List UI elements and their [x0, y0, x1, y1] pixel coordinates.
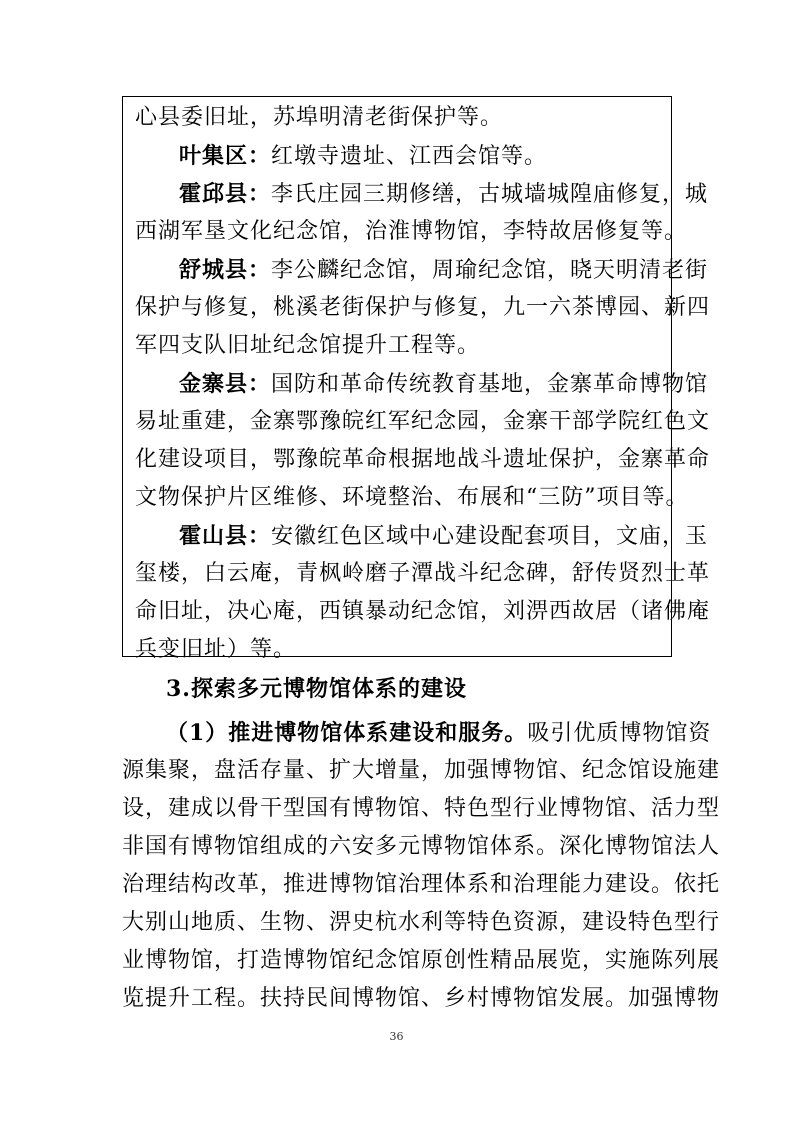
county-projects-box [122, 96, 711, 662]
box-line: 兵变旧址）等。 [135, 637, 297, 662]
box-line: 霍邱县：李氏庄园三期修缮，古城墙城隍庙修复，城 [179, 181, 709, 207]
paragraph-line: 非国有博物馆组成的六安多元博物馆体系。深化博物馆法人 [122, 834, 721, 859]
county-label-jinzhai: 金寨县： [179, 371, 272, 397]
paragraph-line: 源集聚，盘活存量、扩大增量，加强博物馆、纪念馆设施建 [122, 758, 721, 783]
county-label-yeji: 叶集区： [179, 143, 272, 169]
paragraph-line: 业博物馆，打造博物馆纪念馆原创性精品展览，实施陈列展 [122, 948, 721, 973]
paragraph-line: 设，建成以骨干型国有博物馆、特色型行业博物馆、活力型 [122, 796, 721, 821]
paragraph-line: （1）推进博物馆体系建设和服务。吸引优质博物馆资 [166, 720, 712, 746]
box-line: 玺楼，白云庵，青枫岭磨子潭战斗纪念碑，舒传贤烈士革 [135, 561, 711, 586]
paragraph-line: 大别山地质、生物、淠史杭水利等特色资源，建设特色型行 [122, 910, 721, 935]
box-line: 金寨县：国防和革命传统教育基地，金寨革命博物馆 [179, 371, 709, 397]
county-label-shucheng: 舒城县： [179, 257, 272, 283]
county-label-huoshan: 霍山县： [179, 523, 272, 549]
box-line: 叶集区：红墩寺遗址、江西会馆等。 [179, 143, 548, 169]
box-line: 化建设项目，鄂豫皖革命根据地战斗遗址保护，金寨革命 [135, 447, 711, 472]
box-line: 文物保护片区维修、环境整治、布展和“三防”项目等。 [135, 485, 689, 510]
box-line: 命旧址，决心庵，西镇暴动纪念馆，刘淠西故居（诸佛庵 [135, 599, 711, 624]
box-line: 军四支队旧址纪念馆提升工程等。 [135, 333, 481, 358]
paragraph-lead: （1）推进博物馆体系建设和服务。 [166, 720, 528, 746]
county-label-huoqiu: 霍邱县： [179, 181, 272, 207]
box-line: 心县委旧址，苏埠明清老街保护等。 [135, 105, 504, 130]
box-line: 西湖军垦文化纪念馆，治淮博物馆，李特故居修复等。 [135, 219, 688, 244]
box-line: 霍山县：安徽红色区域中心建设配套项目，文庙，玉 [179, 523, 709, 549]
box-line: 保护与修复，桃溪老街保护与修复，九一六茶博园、新四 [135, 295, 711, 320]
box-line: 易址重建，金寨鄂豫皖红军纪念园，金寨干部学院红色文 [135, 409, 711, 434]
page-number: 36 [389, 1030, 404, 1043]
box-line: 舒城县：李公麟纪念馆，周瑜纪念馆，晓天明清老街 [179, 257, 709, 283]
paragraph-line: 治理结构改革，推进博物馆治理体系和治理能力建设。依托 [122, 872, 721, 897]
paragraph-line: 览提升工程。扶持民间博物馆、乡村博物馆发展。加强博物 [122, 986, 721, 1011]
section-heading: 3.探索多元博物馆体系的建设 [166, 676, 467, 702]
